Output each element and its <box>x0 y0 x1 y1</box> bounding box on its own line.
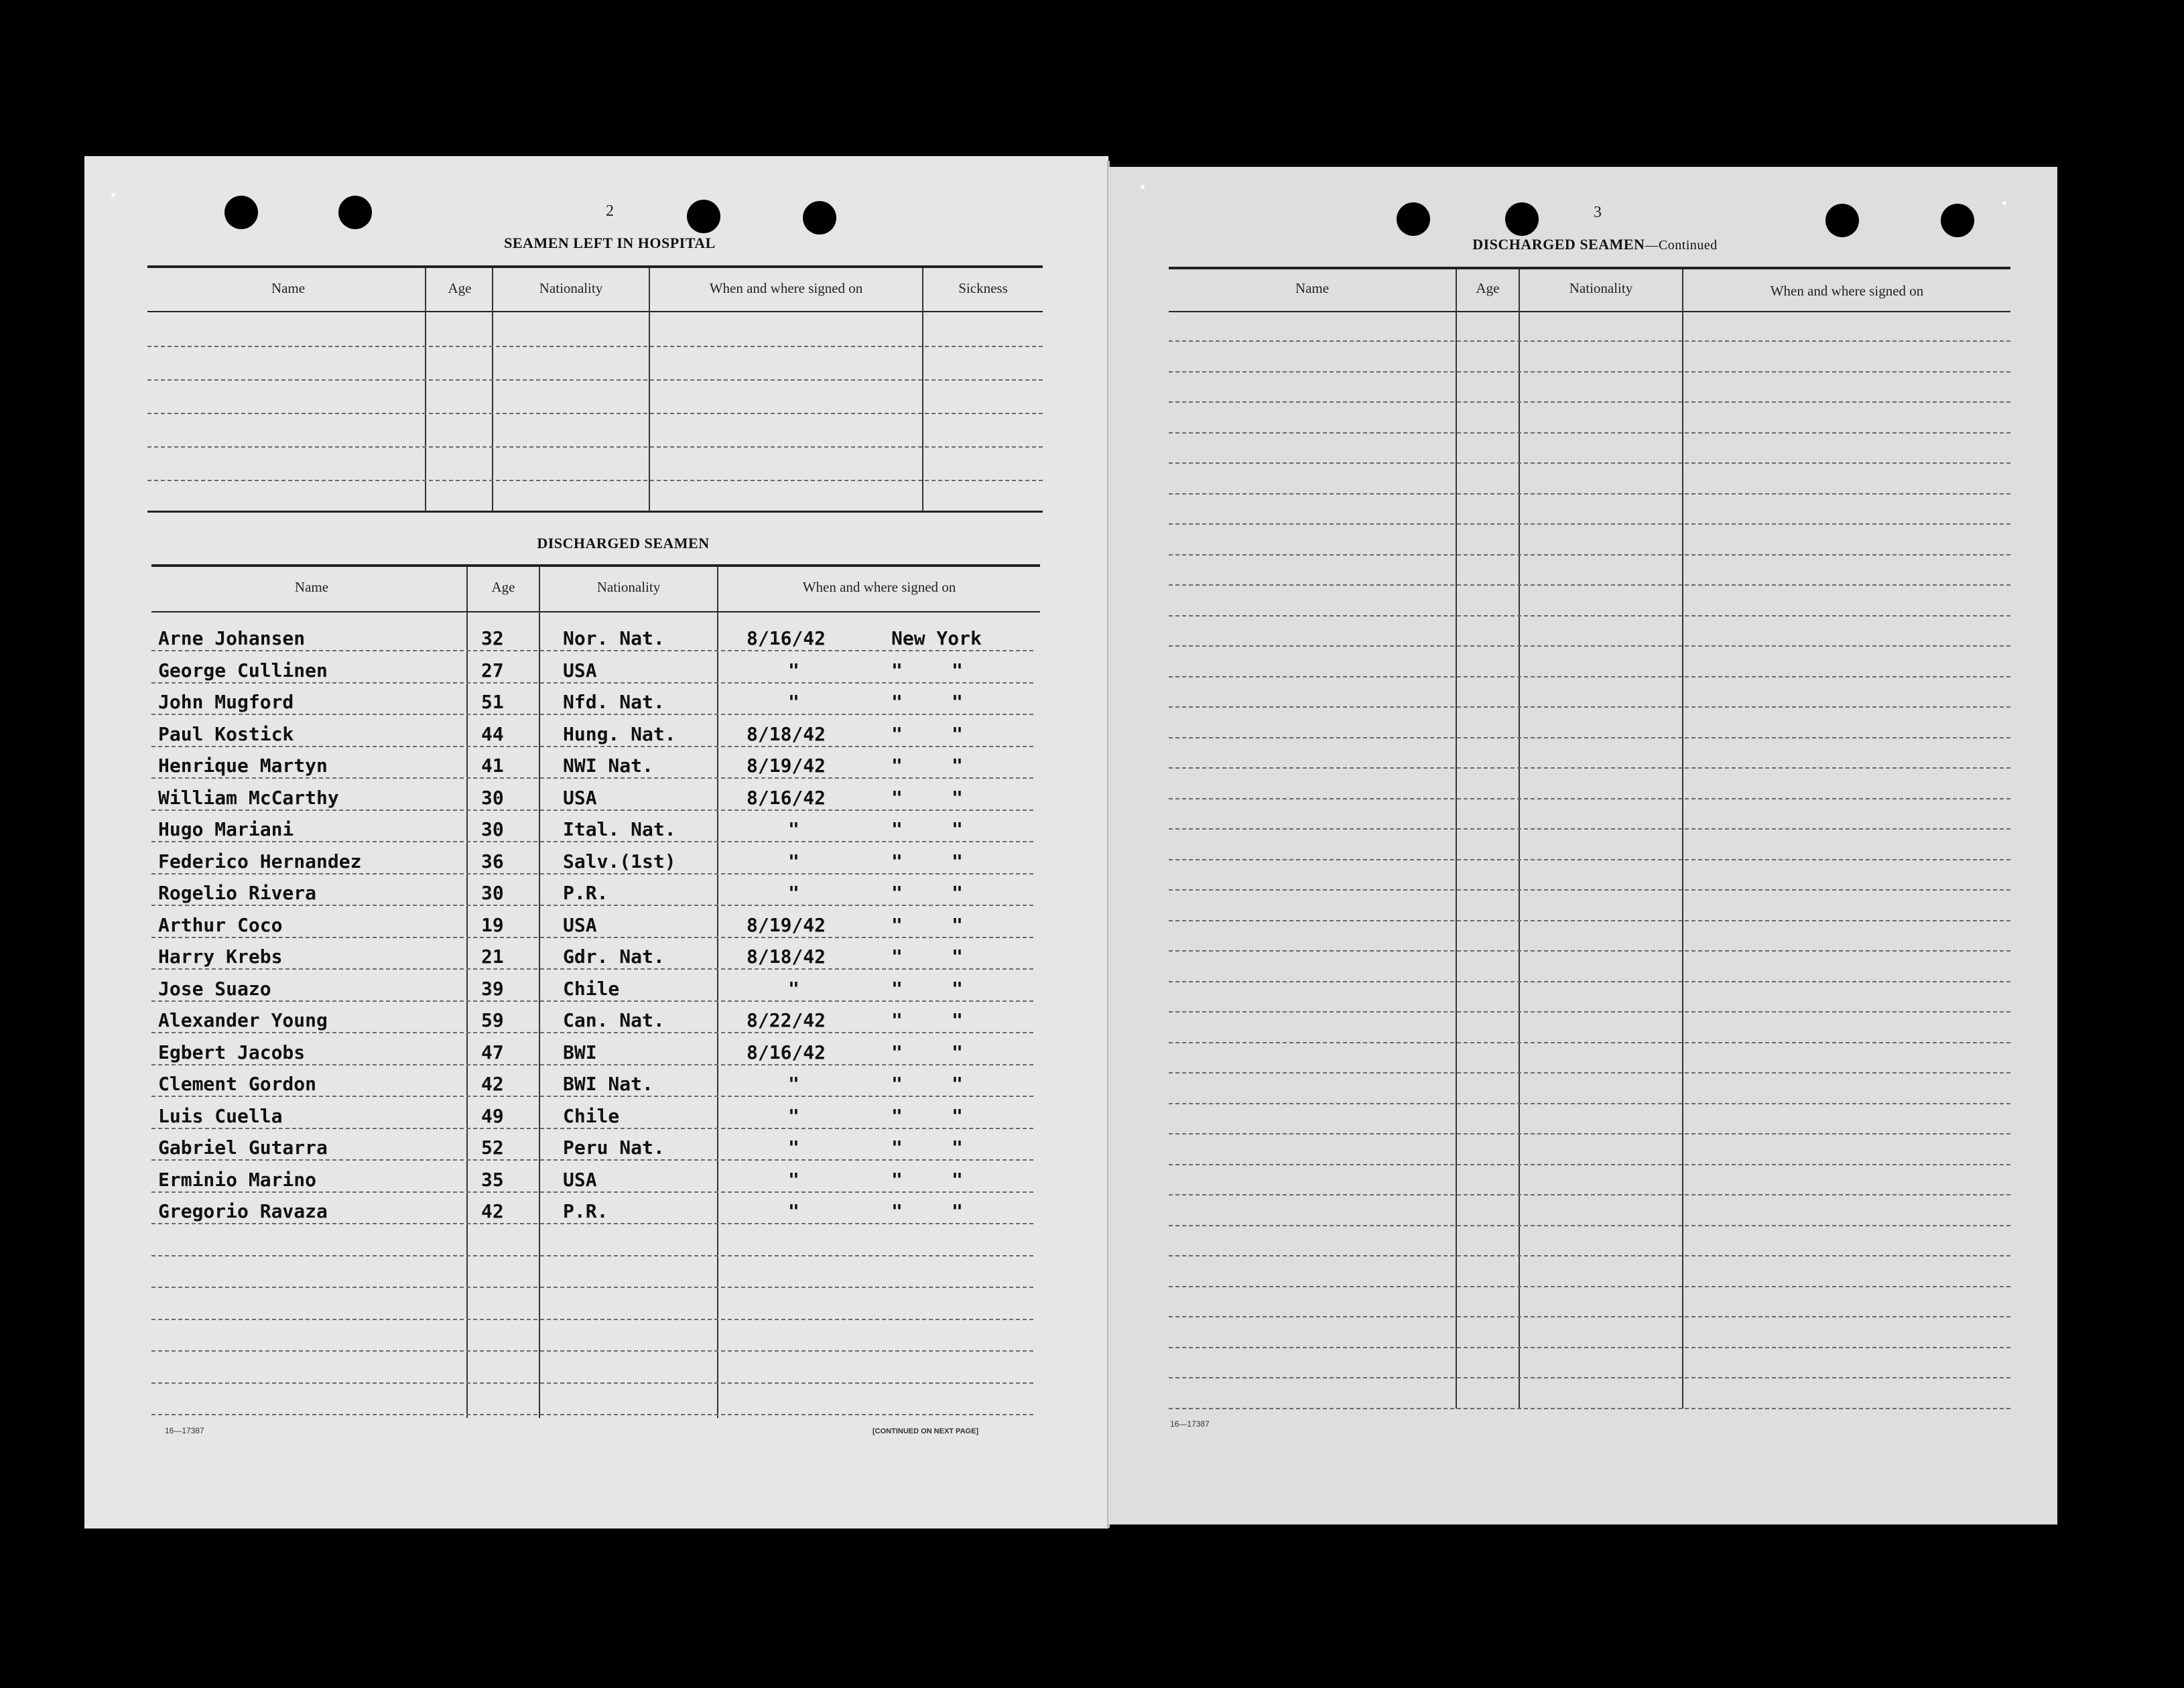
ruled-line <box>1169 981 2010 982</box>
cell-place2: " <box>952 818 963 840</box>
cell-age: 35 <box>481 1168 504 1191</box>
discharged-header-signed-on: When and where signed on <box>802 579 956 595</box>
cell-place2: " <box>952 1168 963 1191</box>
ruled-line <box>151 1382 1033 1384</box>
cell-date: " <box>788 977 799 1000</box>
cell-nationality: NWI Nat. <box>563 755 653 777</box>
cell-place: " <box>891 1104 903 1127</box>
punch-hole <box>1941 204 1974 237</box>
cell-name: Harry Krebs <box>158 946 283 968</box>
right-header-signed-on: When and where signed on <box>1770 283 1924 299</box>
ruled-line <box>1169 920 2010 921</box>
cell-place2: " <box>952 850 963 872</box>
cell-age: 30 <box>481 786 504 809</box>
cell-age: 47 <box>481 1041 504 1063</box>
cell-nationality: USA <box>563 659 597 681</box>
cell-age: 36 <box>481 850 504 872</box>
ruled-line <box>1169 1408 2010 1409</box>
ruled-line <box>151 777 1033 779</box>
ruled-line <box>151 1350 1033 1352</box>
page-number: 2 <box>606 202 614 220</box>
discharged-col-divider <box>466 567 468 1418</box>
cell-name: Clement Gordon <box>158 1073 317 1095</box>
discharged-header-nationality: Nationality <box>596 579 661 595</box>
cell-nationality: Nfd. Nat. <box>563 691 665 713</box>
cell-name: Rogelio Rivera <box>158 882 317 904</box>
cell-name: Gabriel Gutarra <box>158 1137 328 1159</box>
cell-name: John Mugford <box>158 691 294 713</box>
cell-name: Arthur Coco <box>158 913 283 936</box>
ruled-line <box>151 1255 1033 1256</box>
cell-place: New York <box>891 627 982 649</box>
cell-age: 59 <box>481 1009 504 1031</box>
ruled-line <box>1169 1164 2010 1165</box>
cell-date: " <box>788 818 799 840</box>
ruled-line <box>1169 1103 2010 1104</box>
ruled-line <box>151 1128 1033 1129</box>
hospital-header-name: Name <box>271 280 306 296</box>
punch-hole <box>1397 202 1430 236</box>
cell-name: Henrique Martyn <box>158 755 328 777</box>
cell-nationality: USA <box>563 786 597 809</box>
right-header-rule <box>1169 311 2010 312</box>
cell-nationality: Peru Nat. <box>563 1137 665 1159</box>
ruled-line <box>1169 676 2010 677</box>
cell-date: 8/19/42 <box>747 755 826 777</box>
right-col-divider <box>1682 269 1683 1409</box>
ruled-line <box>1169 1255 2010 1256</box>
ruled-line <box>151 841 1033 842</box>
discharged-table-top-rule <box>151 564 1040 567</box>
cell-age: 32 <box>481 627 504 649</box>
ruled-line <box>1169 950 2010 952</box>
cell-age: 39 <box>481 977 504 1000</box>
cell-nationality: P.R. <box>563 882 608 904</box>
cell-place: " <box>891 1137 903 1159</box>
cell-place: " <box>891 691 903 713</box>
cell-place2: " <box>952 1073 963 1095</box>
cell-date: 8/16/42 <box>747 786 826 809</box>
discharged-header-rule <box>151 611 1040 612</box>
ruled-line <box>1169 1072 2010 1074</box>
cell-place: " <box>891 659 903 681</box>
ruled-line <box>151 1191 1033 1193</box>
hospital-header-signed-on: When and where signed on <box>709 280 863 296</box>
hospital-header-sickness: Sickness <box>958 280 1008 296</box>
cell-place: " <box>891 1168 903 1191</box>
cell-date: 8/18/42 <box>747 946 826 968</box>
cell-place: " <box>891 977 903 1000</box>
ruled-line <box>1169 1194 2010 1195</box>
cell-age: 41 <box>481 755 504 777</box>
cell-place: " <box>891 1009 903 1031</box>
punch-hole <box>1825 204 1859 237</box>
cell-place: " <box>891 913 903 936</box>
ruled-line <box>151 1287 1033 1288</box>
punch-hole <box>1505 202 1539 236</box>
edge-mark <box>111 193 115 197</box>
cell-place2: " <box>952 1137 963 1159</box>
ruled-line <box>147 480 1043 481</box>
cell-nationality: Gdr. Nat. <box>563 946 665 968</box>
cell-name: William McCarthy <box>158 786 339 809</box>
ruled-line <box>1169 798 2010 799</box>
left-page <box>84 156 1108 1529</box>
discharged-col-divider <box>539 567 540 1418</box>
cell-name: George Cullinen <box>158 659 328 681</box>
ruled-line <box>1169 1225 2010 1226</box>
cell-name: Paul Kostick <box>158 722 294 745</box>
cell-nationality: Can. Nat. <box>563 1009 665 1031</box>
ruled-line <box>1169 401 2010 403</box>
punch-hole <box>687 200 720 233</box>
cell-date: " <box>788 882 799 904</box>
cell-nationality: BWI <box>563 1041 597 1063</box>
ruled-line <box>147 346 1043 347</box>
cell-name: Arne Johansen <box>158 627 306 649</box>
hospital-col-divider <box>492 268 493 511</box>
cell-age: 42 <box>481 1073 504 1095</box>
ruled-line <box>151 1096 1033 1097</box>
ruled-line <box>1169 493 2010 495</box>
cell-date: " <box>788 1073 799 1095</box>
cell-nationality: BWI Nat. <box>563 1073 653 1095</box>
cell-nationality: Chile <box>563 977 620 1000</box>
cell-name: Erminio Marino <box>158 1168 317 1191</box>
ruled-line <box>151 905 1033 906</box>
ruled-line <box>1169 1011 2010 1013</box>
cell-age: 21 <box>481 946 504 968</box>
right-title-main: DISCHARGED SEAMEN <box>1472 236 1645 253</box>
ruled-line <box>151 1414 1033 1415</box>
cell-name: Federico Hernandez <box>158 850 362 872</box>
form-number: 16—17387 <box>1170 1419 1210 1429</box>
ruled-line <box>151 1064 1033 1065</box>
ruled-line <box>1169 615 2010 616</box>
continued-note: [CONTINUED ON NEXT PAGE] <box>873 1427 979 1435</box>
ruled-line <box>151 1000 1033 1002</box>
cell-place: " <box>891 946 903 968</box>
ruled-line <box>1169 340 2010 342</box>
cell-age: 52 <box>481 1137 504 1159</box>
cell-date: 8/19/42 <box>747 913 826 936</box>
right-col-divider <box>1519 269 1520 1409</box>
ruled-line <box>147 446 1043 448</box>
hospital-col-divider <box>425 268 426 511</box>
cell-date: 8/16/42 <box>747 627 826 649</box>
punch-hole <box>803 201 836 235</box>
cell-nationality: Hung. Nat. <box>563 722 676 745</box>
right-title-suffix: —Continued <box>1645 238 1718 253</box>
cell-place: " <box>891 882 903 904</box>
right-table-top-rule <box>1169 267 2010 269</box>
cell-age: 19 <box>481 913 504 936</box>
cell-date: " <box>788 1104 799 1127</box>
hospital-section-title: SEAMEN LEFT IN HOSPITAL <box>504 235 716 251</box>
cell-date: 8/22/42 <box>747 1009 826 1031</box>
edge-mark <box>1141 185 1145 189</box>
ruled-line <box>151 682 1033 684</box>
cell-place2: " <box>952 1041 963 1063</box>
ruled-line <box>151 650 1033 651</box>
ruled-line <box>1169 737 2010 738</box>
cell-age: 27 <box>481 659 504 681</box>
ruled-line <box>1169 645 2010 647</box>
cell-date: " <box>788 1200 799 1222</box>
cell-place: " <box>891 786 903 809</box>
cell-date: 8/18/42 <box>747 722 826 745</box>
cell-age: 42 <box>481 1200 504 1222</box>
cell-date: 8/16/42 <box>747 1041 826 1063</box>
cell-date: " <box>788 1137 799 1159</box>
edge-mark <box>2002 201 2006 205</box>
cell-place: " <box>891 755 903 777</box>
cell-place: " <box>891 850 903 872</box>
cell-place: " <box>891 1073 903 1095</box>
ruled-line <box>147 413 1043 414</box>
cell-nationality: USA <box>563 1168 597 1191</box>
ruled-line <box>151 1223 1033 1224</box>
cell-date: " <box>788 850 799 872</box>
cell-nationality: USA <box>563 913 597 936</box>
cell-place2: " <box>952 882 963 904</box>
hospital-table-top-rule <box>147 265 1043 268</box>
ruled-line <box>151 746 1033 747</box>
ruled-line <box>1169 828 2010 830</box>
ruled-line <box>151 873 1033 874</box>
punch-hole <box>338 196 372 229</box>
cell-place2: " <box>952 722 963 745</box>
cell-nationality: P.R. <box>563 1200 608 1222</box>
cell-age: 49 <box>481 1104 504 1127</box>
cell-name: Luis Cuella <box>158 1104 283 1127</box>
hospital-header-rule <box>147 311 1043 312</box>
right-header-name: Name <box>1295 280 1330 296</box>
ruled-line <box>1169 1347 2010 1348</box>
cell-name: Gregorio Ravaza <box>158 1200 328 1222</box>
cell-place2: " <box>952 977 963 1000</box>
ruled-line <box>147 379 1043 381</box>
hospital-header-age: Age <box>448 280 472 296</box>
cell-nationality: Nor. Nat. <box>563 627 665 649</box>
discharged-header-name: Name <box>294 579 329 595</box>
ruled-line <box>151 1319 1033 1320</box>
discharged-col-divider <box>717 567 718 1418</box>
discharged-header-age: Age <box>491 579 515 595</box>
ruled-line <box>151 1159 1033 1161</box>
hospital-header-nationality: Nationality <box>539 280 603 296</box>
cell-place2: " <box>952 946 963 968</box>
cell-place: " <box>891 1041 903 1063</box>
form-number: 16—17387 <box>165 1426 204 1435</box>
ruled-line <box>1169 1042 2010 1043</box>
ruled-line <box>151 937 1033 938</box>
cell-place2: " <box>952 691 963 713</box>
cell-name: Jose Suazo <box>158 977 271 1000</box>
cell-nationality: Salv.(1st) <box>563 850 676 872</box>
cell-place: " <box>891 722 903 745</box>
cell-nationality: Ital. Nat. <box>563 818 676 840</box>
cell-age: 51 <box>481 691 504 713</box>
cell-place2: " <box>952 1009 963 1031</box>
ruled-line <box>1169 371 2010 373</box>
ruled-line <box>1169 432 2010 434</box>
cell-age: 30 <box>481 818 504 840</box>
cell-age: 30 <box>481 882 504 904</box>
ruled-line <box>1169 584 2010 586</box>
cell-place2: " <box>952 1104 963 1127</box>
ruled-line <box>1169 1377 2010 1378</box>
ruled-line <box>151 714 1033 715</box>
hospital-col-divider <box>922 268 923 511</box>
ruled-line <box>1169 889 2010 891</box>
page-number: 3 <box>1594 204 1602 221</box>
ruled-line <box>1169 523 2010 525</box>
ruled-line <box>1169 706 2010 708</box>
hospital-table-bottom-rule <box>147 511 1043 513</box>
ruled-line <box>151 809 1033 811</box>
cell-place2: " <box>952 659 963 681</box>
cell-name: Hugo Mariani <box>158 818 294 840</box>
ruled-line <box>1169 859 2010 860</box>
ruled-line <box>1169 554 2010 556</box>
cell-place2: " <box>952 913 963 936</box>
cell-place2: " <box>952 1200 963 1222</box>
cell-date: " <box>788 659 799 681</box>
right-col-divider <box>1456 269 1457 1409</box>
discharged-section-title: DISCHARGED SEAMEN <box>537 535 710 551</box>
cell-place: " <box>891 818 903 840</box>
hospital-col-divider <box>649 268 650 511</box>
punch-hole <box>224 196 258 229</box>
cell-date: " <box>788 1168 799 1191</box>
right-section-title <box>1421 236 1769 253</box>
ruled-line <box>1169 1316 2010 1317</box>
ruled-line <box>151 968 1033 970</box>
cell-date: " <box>788 691 799 713</box>
cell-place2: " <box>952 786 963 809</box>
cell-place2: " <box>952 755 963 777</box>
ruled-line <box>1169 1133 2010 1134</box>
cell-name: Egbert Jacobs <box>158 1041 306 1063</box>
cell-name: Alexander Young <box>158 1009 328 1031</box>
ruled-line <box>1169 767 2010 769</box>
ruled-line <box>151 1032 1033 1033</box>
ruled-line <box>1169 1286 2010 1287</box>
cell-place: " <box>891 1200 903 1222</box>
ruled-line <box>1169 462 2010 464</box>
cell-age: 44 <box>481 722 504 745</box>
cell-nationality: Chile <box>563 1104 620 1127</box>
right-header-nationality: Nationality <box>1569 280 1633 296</box>
right-header-age: Age <box>1476 280 1500 296</box>
